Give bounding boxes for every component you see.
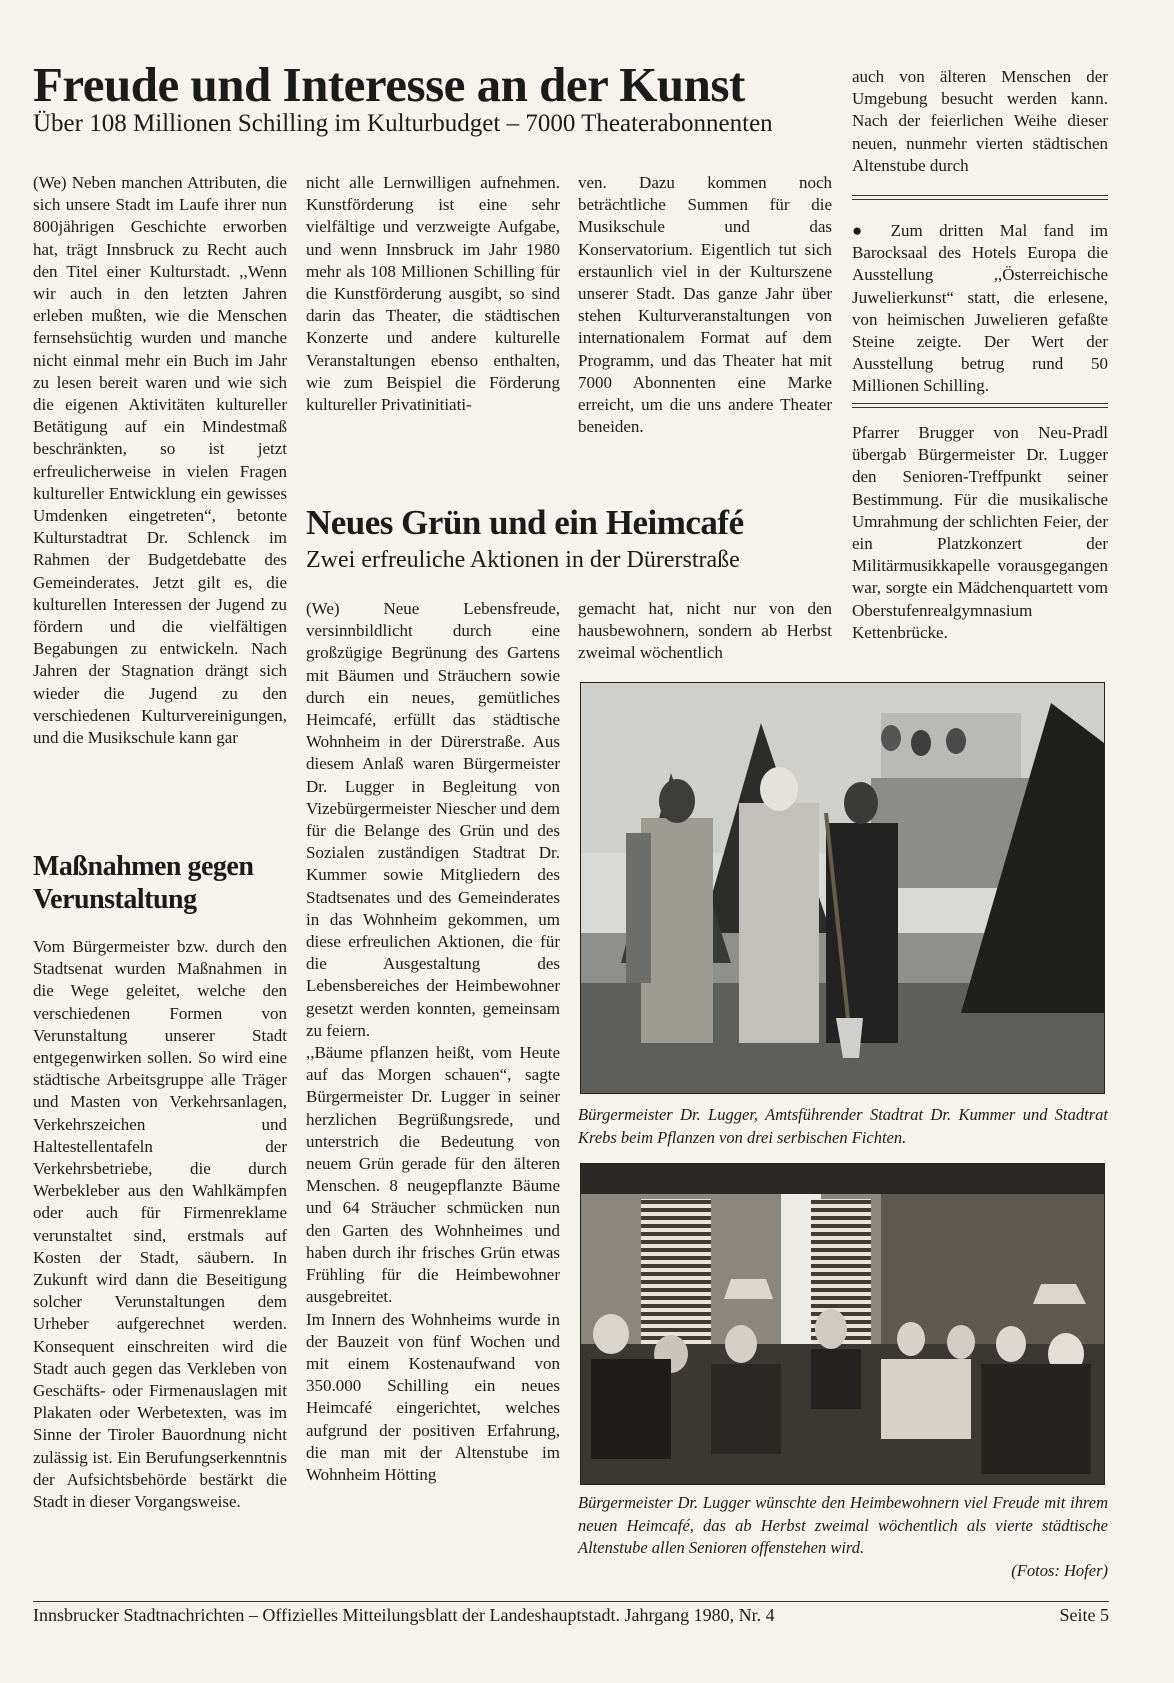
page-footer xyxy=(33,1601,1109,1626)
article-heimcafe-text-3: Im Innern des Wohnheims wurde in der Bauzeit von fünf Wochen und mit einem Kostenaufwand von 350.000 Schilling ein neues Heimcafé eingerichtet, welches aufgrund der positiven Erfahrung, die man mit der Altenstube im Wohnheim Hötting xyxy=(306,1309,560,1484)
caption-photo-heimcafe-text: Bürgermeister Dr. Lugger wünschte den Heimbewohnern viel Freude mit ihrem neuen Heimcafé, das ab Herbst zweimal wöchentlich als vierte städtische Altenstube allen Senioren offenstehen wird. xyxy=(578,1493,1108,1557)
article-kunst-text-1: (We) Neben manchen Attributen, die sich unsere Stadt im Laufe ihrer nun 800jährigen Geschichte erworben hat, trägt Innsbruck zu Recht auch den Titel einer Kulturstadt. ,,Wenn wir auch in den letzten Jahren erleben mußten, wie die Menschen fernsehsüchtig wurden und manche nicht einmal mehr ein Buch im Jahr zu lesen bereit waren und wie sich die eigenen Aktivitäten kultureller Betätigung auf ein Mindestmaß beschränkten, so ist jetzt erfreulicherweise in vielen Fragen kultureller Entwicklung ein gewisses Umdenken eingetreten“, betonte Kulturstadtrat Dr. Schlenck im Rahmen der Budgetdebatte des Gemeinderates. Jetzt gilt es, die kulturellen Interessen der Jugend zu fördern und die vielfältigen Begabungen zu entwickeln. Nach Jahren der Stagnation drängt sich wieder die Jugend zu den verschiedenen Kulturvereinigungen, und die Musikschule kann gar xyxy=(33,173,287,748)
right-column-text-1: auch von älteren Menschen der Umgebung besucht werden kann. Nach der feierlichen Weihe dieser neuen, nunmehr vierten städtischen Altenstube durch xyxy=(852,67,1108,175)
photo-tree-planting xyxy=(580,682,1105,1094)
article-kunst-col3 xyxy=(578,172,832,438)
photo-tree-planting-image xyxy=(581,683,1104,1093)
article-kunst-text-3: ven. Dazu kommen noch beträchtliche Summen für die Musikschule und das Konservatorium. Eigentlich tut sich erstaunlich viel in der Kulturszene unserer Stadt. Das ganze Jahr über stehen Kulturveranstaltungen von internationalem Format auf dem Programm, und das Theater hat mit 7000 Abonnenten eine Marke erreicht, um die uns andere Theater beneiden. xyxy=(578,173,832,437)
divider-rule xyxy=(852,403,1108,408)
divider-rule xyxy=(852,195,1108,200)
right-column-block1 xyxy=(852,66,1108,177)
footer-publication: Innsbrucker Stadtnachrichten – Offizielles Mitteilungsblatt der Landeshauptstadt. Jahrgang 1980, Nr. 4 xyxy=(33,1605,775,1625)
photo-heimcafe-image xyxy=(581,1164,1104,1484)
subheadline-kunst: Über 108 Millionen Schilling im Kulturbudget – 7000 Theaterabonnenten xyxy=(33,110,773,137)
article-heimcafe-col1 xyxy=(306,598,560,1486)
caption-photo-tree: Bürgermeister Dr. Lugger, Amtsführender Stadtrat Dr. Kummer und Stadtrat Krebs beim Pflanzen von drei serbischen Fichten. xyxy=(578,1105,1108,1147)
article-kunst-col2 xyxy=(306,172,560,416)
photo-heimcafe xyxy=(580,1163,1105,1485)
headline-verunstaltung: Maßnahmen gegen Verunstaltung xyxy=(33,851,254,915)
article-kunst-text-2: nicht alle Lernwilligen aufnehmen. Kunstförderung ist eine sehr vielfältige und verzweigte Aufgabe, und wenn Innsbruck im Jahr 1980 mehr als 108 Millionen Schilling für die Kunstförderung ausgibt, so sind darin das Theater, die städtischen Konzerte und andere kulturelle Veranstaltungen ebenso enthalten, wie zum Beispiel die Förderung kultureller Privatinitiati- xyxy=(306,173,560,415)
article-verunstaltung-text: Vom Bürgermeister bzw. durch den Stadtsenat wurden Maßnahmen in die Wege geleitet, welche den verschiedenen Formen von Verunstaltung unserer Stadt entgegenwirken sollen. So wird eine städtische Arbeitsgruppe alle Träger und Masten von Verkehrsanlagen, Verkehrszeichen und Haltestellentafeln der Verkehrsbetriebe, die durch Werbekleber aus den Wahlkämpfen oder auch für Firmenreklame verunstaltet sind, erstmals auf Kosten der Stadt, säubern. In Zukunft wird dann die Beseitigung solcher Verunstaltungen dem Urheber aufgerechnet werden. Konsequent einschreiten wird die Stadt auch gegen das Verkleben von Geschäfts- oder Firmenauslagen mit Plakaten oder Werbetexten, was im Sinne der Tiroler Bauordnung nicht zulässig ist. Ein Berufungserkenntnis der Aufsichtsbehörde bestärkt die Stadt in dieser Vorgangsweise. xyxy=(33,937,287,1512)
photo-credit: (Fotos: Hofer) xyxy=(1011,1560,1108,1580)
bullet-icon: ● xyxy=(852,221,875,240)
right-column-block2 xyxy=(852,220,1108,398)
headline-heimcafe: Neues Grün und ein Heimcafé xyxy=(306,503,744,542)
article-kunst-col1 xyxy=(33,172,287,749)
footer-page-number: Seite 5 xyxy=(1059,1605,1109,1625)
article-verunstaltung-body xyxy=(33,936,287,1513)
article-heimcafe-text-1: (We) Neue Lebensfreude, versinnbildlicht durch eine großzügige Begrünung des Gartens mit Bäumen und Sträuchern sowie durch ein neues, gemütliches Heimcafé, erfüllt das städtische Wohnheim in der Dürerstraße. Aus diesem Anlaß waren Bürgermeister Dr. Lugger in Begleitung von Vizebürgermeister Niescher und dem für die Belange des Grün und des Sozialen zuständigen Stadtrat Dr. Kummer sowie Mitgliedern des Stadtsenates und des Gemeinderates in das Wohnheim gekommen, um diese erfreulichen Aktionen, die für die Ausgestaltung des Lebensbereiches der Heimbewohner gesetzt werden konnten, gemeinsam zu feiern. xyxy=(306,599,560,1040)
article-heimcafe-text-4: gemacht hat, nicht nur von den hausbewohnern, sondern ab Herbst zweimal wöchentlich xyxy=(578,599,832,663)
article-heimcafe-text-2: ,,Bäume pflanzen heißt, vom Heute auf das Morgen schauen“, sagte Bürgermeister Dr. Lugger in seiner herzlichen Begrüßungsrede, und unterstrich die Bedeutung von neuem Grün gerade für den älteren Menschen. 8 neugepflanzte Bäume und 64 Sträucher schmücken nun den Garten des Wohnheimes und haben durch ihr frisches Grün etwas Frühling für die Heimbewohner ausgebreitet. xyxy=(306,1043,560,1307)
right-column-text-2-body: Zum dritten Mal fand im Barocksaal des Hotels Europa die Ausstellung ,,Österreichische Juwelierkunst“ statt, die erlesene, von heimischen Juwelieren gefaßte Steine zeigte. Der Wert der Ausstellung betrug rund 50 Millionen Schilling. xyxy=(852,221,1108,396)
right-column-text-3: Pfarrer Brugger von Neu-Pradl übergab Bürgermeister Dr. Lugger den Senioren-Treffpunkt seiner Bestimmung. Für die musikalische Umrahmung der schlichten Feier, der ein Platzkonzert der Militärmusikkapelle vorausgegangen war, sorgte ein Mädchenquartett vom Oberstufenrealgymnasium Kettenbrücke. xyxy=(852,423,1108,642)
right-column-text-2 xyxy=(852,220,1108,398)
subheadline-heimcafe: Zwei erfreuliche Aktionen in der Dürerstraße xyxy=(306,547,740,573)
right-column-block3 xyxy=(852,422,1108,644)
headline-kunst: Freude und Interesse an der Kunst xyxy=(33,57,745,112)
article-heimcafe-col2 xyxy=(578,598,832,665)
caption-photo-heimcafe xyxy=(578,1492,1108,1582)
